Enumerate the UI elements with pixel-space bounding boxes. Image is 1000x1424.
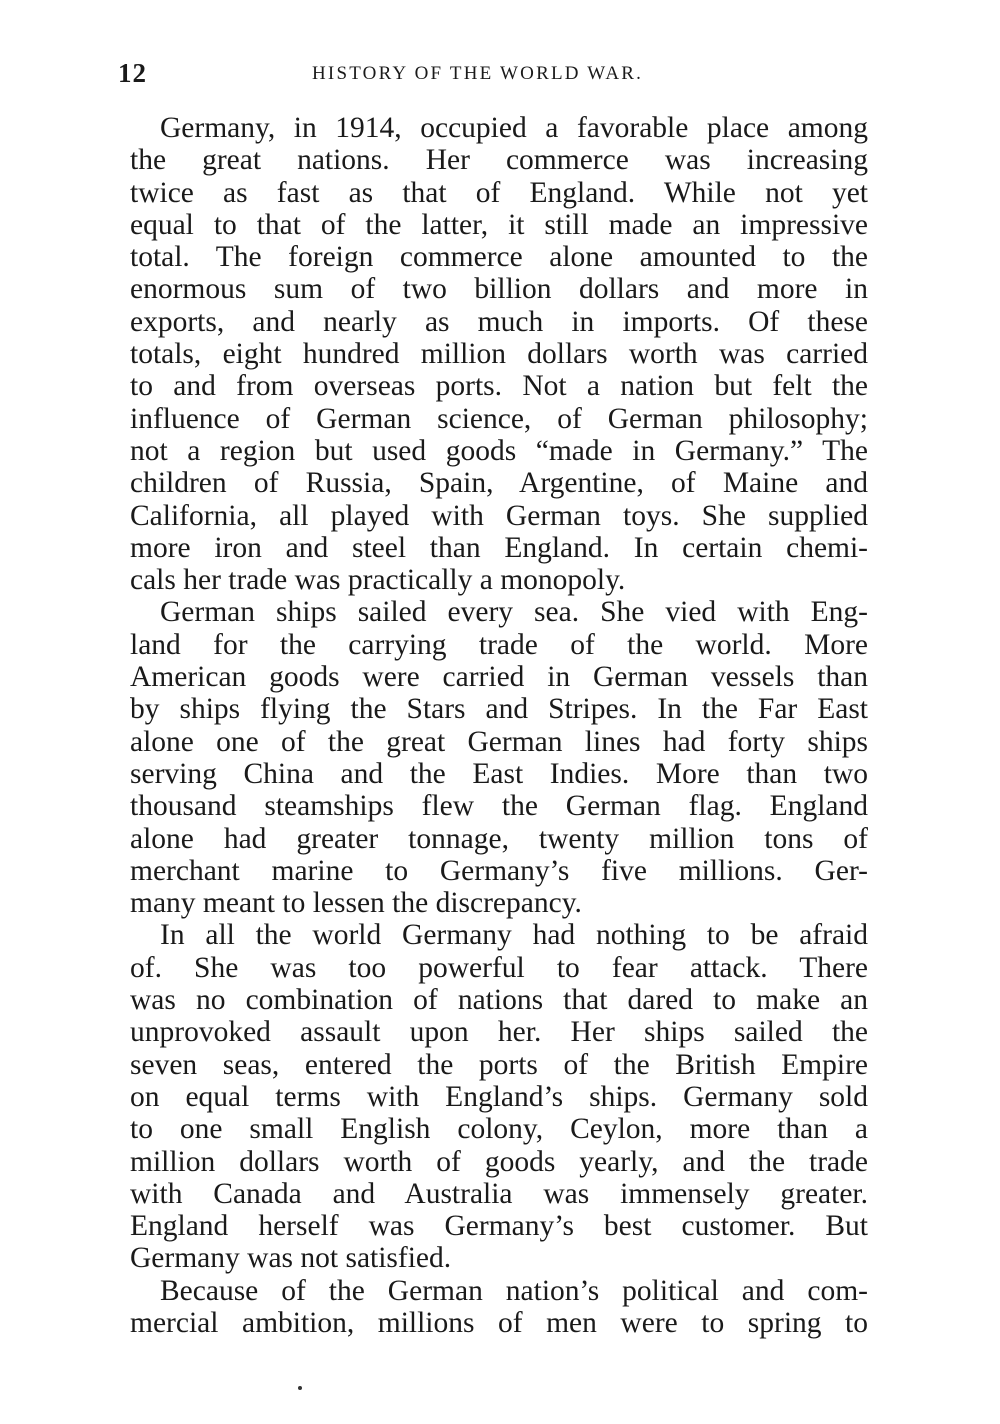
text-line: on equal terms with England’s ships. Germany sold xyxy=(130,1080,868,1113)
text-line: children of Russia, Spain, Argentine, of Maine and xyxy=(130,467,868,500)
body-text xyxy=(130,112,868,1339)
text-line: American goods were carried in German vessels than xyxy=(130,661,868,694)
text-line: unprovoked assault upon her. Her ships sailed the xyxy=(130,1016,868,1049)
text-line: In all the world Germany had nothing to be afraid xyxy=(160,919,868,952)
paragraph xyxy=(130,596,868,919)
paragraph xyxy=(130,919,868,1274)
text-line: alone one of the great German lines had forty ships xyxy=(130,725,868,758)
text-line: merchant marine to Germany’s five millions. Ger- xyxy=(130,854,868,887)
text-line: totals, eight hundred million dollars worth was carried xyxy=(130,338,868,371)
page-number: 12 xyxy=(118,58,147,88)
text-line: Germany was not satisfied. xyxy=(130,1242,452,1275)
text-line: German ships sailed every sea. She vied with Eng- xyxy=(160,596,868,629)
text-line: seven seas, entered the ports of the British Empire xyxy=(130,1048,868,1081)
text-line: was no combination of nations that dared to make an xyxy=(130,984,868,1017)
text-line: of. She was too powerful to fear attack. There xyxy=(130,951,868,984)
text-line: not a region but used goods “made in Germany.” The xyxy=(130,434,868,467)
text-line: exports, and nearly as much in imports. Of these xyxy=(130,305,868,338)
text-line: by ships flying the Stars and Stripes. In the Far East xyxy=(130,693,868,726)
text-line: million dollars worth of goods yearly, and the trade xyxy=(130,1145,868,1178)
text-line: Because of the German nation’s political and com- xyxy=(160,1274,868,1307)
text-line: the great nations. Her commerce was increasing xyxy=(130,144,868,177)
text-line: enormous sum of two billion dollars and more in xyxy=(130,273,868,306)
running-title: HISTORY OF THE WORLD WAR. xyxy=(312,63,644,84)
text-line: total. The foreign commerce alone amounted to the xyxy=(130,241,868,274)
text-line: mercial ambition, millions of men were to spring to xyxy=(130,1306,868,1339)
text-line: England herself was Germany’s best customer. But xyxy=(130,1210,868,1243)
text-line: thousand steamships flew the German flag. England xyxy=(130,790,868,823)
text-line: equal to that of the latter, it still made an impressive xyxy=(130,208,868,241)
text-line: to one small English colony, Ceylon, more than a xyxy=(130,1113,868,1146)
text-line: Germany, in 1914, occupied a favorable place among xyxy=(160,112,868,144)
text-line: land for the carrying trade of the world. More xyxy=(130,628,868,661)
running-head xyxy=(118,58,868,92)
text-line: California, all played with German toys. She supplied xyxy=(130,499,868,532)
text-line: with Canada and Australia was immensely greater. xyxy=(130,1177,868,1210)
text-line: many meant to lessen the discrepancy. xyxy=(130,887,582,920)
text-line: alone had greater tonnage, twenty million tons of xyxy=(130,822,868,855)
text-line: influence of German science, of German philosophy; xyxy=(130,402,868,435)
print-speck xyxy=(298,1386,302,1390)
text-line: more iron and steel than England. In certain chemi- xyxy=(130,531,868,564)
text-line: to and from overseas ports. Not a nation but felt the xyxy=(130,370,868,403)
text-line: twice as fast as that of England. While not yet xyxy=(130,176,868,209)
paragraph xyxy=(130,112,868,596)
text-line: cals her trade was practically a monopoly. xyxy=(130,564,626,597)
paragraph xyxy=(130,1275,868,1340)
text-line: serving China and the East Indies. More than two xyxy=(130,757,868,790)
